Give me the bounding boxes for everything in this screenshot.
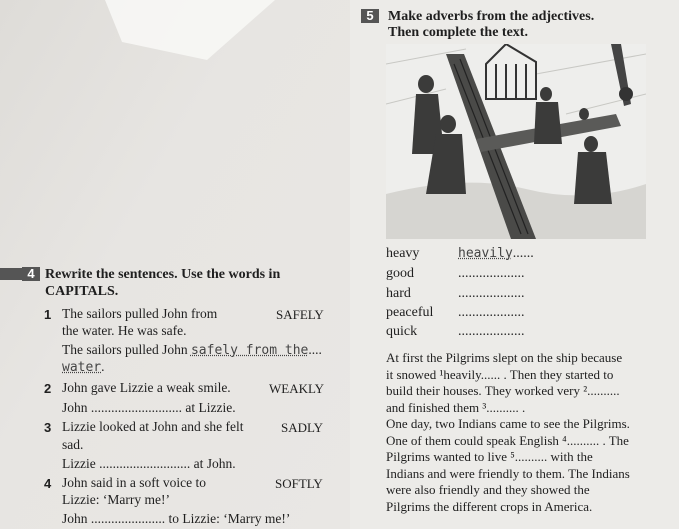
handwritten-answer: heavily xyxy=(458,246,513,261)
exercise-5-title: Make adverbs from the adjectives. Then complete the text. xyxy=(388,9,595,40)
answer-line[interactable]: Lizzie ........................... at John. xyxy=(62,456,236,471)
answer-blank[interactable]: ................... xyxy=(458,324,525,339)
adjective-row: hard ................... xyxy=(386,286,525,301)
story-paragraph-2: One day, two Indians came to see the Pilgrims. One of them could speak English ⁴.......... . The Pilgrims wanted to live ⁵.......... with the Indians and were friendly to them. The Indians were also friendly and they showed the Pilgrims the different crops in America. xyxy=(386,416,630,514)
item-number: 1 xyxy=(44,307,52,322)
answer-line: water. xyxy=(62,359,105,375)
answer-line[interactable]: John ...................... to Lizzie: ‘Marry me!’ xyxy=(62,511,291,526)
handwritten-answer: water xyxy=(62,360,102,375)
item-number: 4 xyxy=(44,476,52,491)
capital-word: WEAKLY xyxy=(269,381,325,396)
answer-blank[interactable]: ................... xyxy=(458,305,525,320)
adjective-row: good ................... xyxy=(386,266,525,281)
answer-blank[interactable]: ................... xyxy=(458,286,525,301)
exercise-4-bar xyxy=(0,268,40,280)
answer-line[interactable]: John ........................... at Lizzie. xyxy=(62,400,236,415)
answer-blank[interactable]: ................... xyxy=(458,266,525,281)
adjective-row: heavy heavily...... xyxy=(386,246,534,261)
handwritten-answer: safely from the xyxy=(190,343,309,358)
capital-word: SAFELY xyxy=(276,307,324,322)
answer-line: The sailors pulled John safely from the.... xyxy=(62,342,322,358)
exercise-number-badge: 4 xyxy=(22,267,40,281)
item-number: 3 xyxy=(44,420,52,435)
story-paragraph-1: At first the Pilgrims slept on the ship because it snowed ¹heavily...... . Then they started to build their houses. They worked very ².......... and finished them ³.......... . xyxy=(386,350,623,415)
exercise-number-badge: 5 xyxy=(361,9,379,23)
capital-word: SADLY xyxy=(281,420,324,435)
pilgrims-illustration xyxy=(386,44,646,239)
adjective-row: peaceful ................... xyxy=(386,305,525,320)
item-number: 2 xyxy=(44,381,52,396)
adjective-row: quick ................... xyxy=(386,324,525,339)
exercise-4-title: Rewrite the sentences. Use the words in CAPITALS. xyxy=(45,267,281,299)
capital-word: SOFTLY xyxy=(275,476,323,491)
